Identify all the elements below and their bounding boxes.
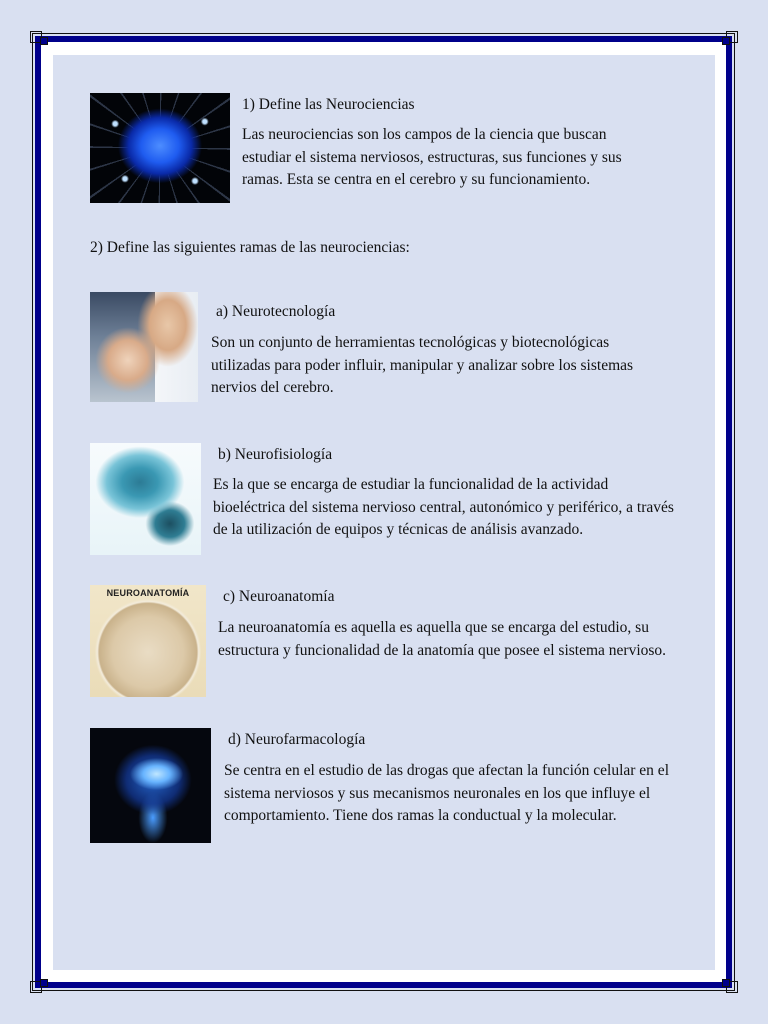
blue-brain-section-image	[90, 728, 211, 843]
branch-d-heading: d) Neurofarmacología	[228, 731, 366, 748]
branch-d-body: Se centra en el estudio de las drogas que afectan la función celular en el sistema nerviosos y sus mecanismos neuronales en los que influye el comportamiento. Tiene dos ramas la conductual y la molecular.	[224, 762, 669, 824]
corner-ornament-bottom-left-inner	[40, 979, 48, 987]
branch-b-heading: b) Neurofisiología	[218, 446, 333, 463]
branch-a-body: Son un conjunto de herramientas tecnológicas y biotecnológicas utilizadas para poder influir, manipular y analizar sobre los sistemas nervios del cerebro.	[211, 334, 634, 396]
section2-heading: 2) Define las siguientes ramas de las neurociencias:	[90, 239, 410, 256]
branch-b-body: Es la que se encarga de estudiar la funcionalidad de la actividad bioeléctrica del sistema nervioso central, autonómico y periférico, a través de la utilización de equipos y técnicas de análisis avanzado.	[213, 476, 674, 538]
branch-c-body: La neuroanatomía es aquella es aquella que se encarga del estudio, su estructura y funcionalidad de la anatomía que posee el sistema nervioso.	[218, 619, 667, 659]
corner-ornament-bottom-right-inner	[722, 979, 730, 987]
corner-ornament-top-left-inner	[40, 37, 48, 45]
xray-skull-gears-image	[90, 443, 201, 555]
anatomy-head-illustration-image	[90, 585, 206, 697]
image-label-neuroanatomia: NEUROANATOMÍA	[106, 588, 190, 598]
branch-c-heading: c) Neuroanatomía	[223, 588, 335, 605]
glowing-blue-brain-image	[90, 93, 230, 203]
eeg-cap-doctor-image	[90, 292, 198, 402]
section1-body: Las neurociencias son los campos de la ciencia que buscan estudiar el sistema nerviosos, estructuras, sus funciones y sus ramas. Esta se centra en el cerebro y su funcionamiento.	[242, 126, 622, 188]
corner-ornament-top-right-inner	[722, 37, 730, 45]
branch-a-heading: a) Neurotecnología	[216, 303, 336, 320]
section1-heading: 1) Define las Neurociencias	[242, 96, 415, 113]
